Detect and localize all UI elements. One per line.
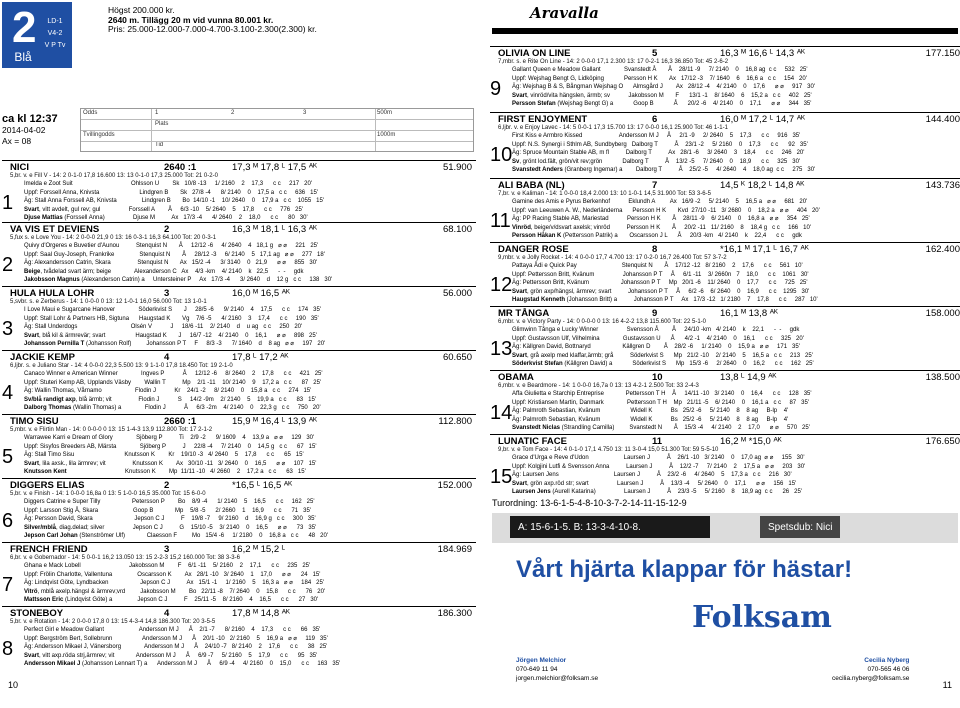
horse-entry [490,436,960,498]
history-row: Äg: Stall Underdogs Olsén V J 18/6 -11 2/ 2140 d u ag c c 250 20' [24,324,303,331]
divider [2,478,476,479]
history-row: Äg: Wallin Thomas, Vårnamo Flodin J Kr 24/1 -2 8/ 2140 0 15,8 a c c 274 15' [24,388,312,395]
divider [2,222,476,223]
horse-stats: 5,br. v. e Rotation - 14: 2 0-0-0 17,8 0 13: 15 4-3-4 14,8 186.300 Tot: 20 3-5-5 [10,619,216,625]
spetsdub: Spetsdub: Nici [760,516,840,538]
horse-records: *16,5 ᴸ 16,5 ᴬᴷ [232,480,293,491]
divider [2,414,476,415]
horse-earnings: 186.300 [437,608,472,619]
horse-name: DANGER ROSE [498,244,569,255]
history-row: Uppf: Wejshag Bengt G, Lidköping Persson H K Ax 17/12 -3 7/ 1640 6 16,6 a c c 154 20' [512,75,807,82]
horse-entry [490,114,960,176]
post-number: 6 [2,510,14,532]
history-row: Uppf: N.S. Synergi i Sthlm AB, Sundbyberg Dalborg T Å 23/1 -2 5/ 2160 0 17,3 c c 92 35' [512,141,808,148]
horse-entry [2,480,476,542]
divider [490,112,960,113]
horse-name: VA VIS ET DEVIENS [10,224,100,235]
horse-distance: 5 [652,48,658,59]
post-number: 1 [2,192,14,214]
horse-earnings: 162.400 [925,244,960,255]
plats-label: Plats [155,121,169,127]
post-number: 11 [490,210,511,232]
history-row: I Love Maui e Sugarcane Hanover Söderkvist S J 28/5 -6 9/ 2140 4 17,5 c c 174 35' [24,307,321,313]
history-row: Äg: Stall Anna Forssell AB, Knivsta Lindgren B Bo 14/10 -1 10/ 2640 0 17,9 a c c 1055 15' [24,198,324,205]
contact-2 [832,656,909,683]
horse-stats: 6,ljbr. s. e Juliano Star - 14: 4 0-0-0 22,3 5.500 13: 9 1-1-0 17,8 18.450 Tot: 19 2-1-0 [10,363,233,369]
history-row: Uppf: Sisyfos Breeders AB, Märsta Sjöberg P J 22/8 -4 7/ 2140 0 14,5 g c c 67 15' [24,443,317,450]
history-row: Perfect Girl e Meadow Gallant Andersson M J Å 2/1 -7 8/ 2160 4 17,3 c c 66 35' [24,627,321,633]
history-row: Uppf: Kolgjini Lutfi & Svensson Anna Laursen J Å 12/2 -7 7/ 2140 2 17,5 a ⌀ ⌀ 203 30' [512,463,806,470]
history-row: Diggers Catrine e Super Tilly Petersson P Bo 8/9 -4 1/ 2140 5 16,5 c c 162 25' [24,499,315,505]
horse-distance: 3 [164,288,170,299]
horse-history [24,370,323,413]
race-header [108,6,317,35]
horse-distance: 3 [164,544,170,555]
horse-stats: 9,mbr. v. e Jolly Rocket - 14: 4 0-0-0 17,7 4.700 13: 17 0-2-0 16,7 26.400 Tot: 57 3-7-2 [498,255,727,261]
horse-entry [490,244,960,306]
horse-name: OBAMA [498,372,534,383]
horse-records: 16,2 ᴹ 15,2 ᴸ [232,544,286,555]
horse-distance: 7 [652,180,658,191]
horse-earnings: 112.800 [438,416,472,427]
race-clock: ca kl 12:37 [2,113,58,125]
contact-name: Cecilia Nyberg [864,657,910,664]
horse-records: 16,2 ᴹ *15,0 ᴬᴷ [720,436,782,447]
history-row: Svart, vitt avdelt, gul rev; gul Forssell A Å 6/3 -10 5/ 2640 5 17,8 c c 776 25' [24,206,303,213]
history-row: Imelda e Zoot Suit Ohlsson U Sk 10/8 -13 1/ 2160 2 17,3 c c 217 20' [24,181,312,187]
header-line: 2640 m. Tillägg 20 m vid vunna 80.001 kr. [108,14,274,25]
race-ax: Ax = 08 [2,136,32,146]
code-3: V P Tv [44,42,66,49]
horse-history [24,242,332,285]
m500: 500m [377,110,393,116]
horse-entry [490,372,960,434]
col-1: 1 [155,110,159,116]
horse-entry [2,352,476,414]
horse-name: FIRST ENJOYMENT [498,114,588,125]
horse-records: 13,8 ᴸ 14,9 ᴬᴷ [720,372,777,383]
header-line: Pris: 25.000-12.000-7.000-4.700-3.100-2.300(2.300) kr. [108,24,317,34]
top-rule [492,28,958,34]
contact-1 [516,656,598,683]
divider [2,350,476,351]
history-row: Mattsson Eric (Lindqvist Göte) a Jepson C J F 25/11 -5 8/ 2160 4 16,5 c c 27 30' [24,597,319,604]
horse-name: HULA HULA LOHR [10,288,95,299]
history-row: Svart, grå axelp med klaffar,ärmb; grå Söderkvist S Mp 21/2 -10 2/ 2140 5 16,5 a c c 213 25' [512,352,813,359]
horse-entry [2,224,476,286]
horse-history [512,198,820,241]
race-codes [41,16,69,52]
horse-name: NICI [10,162,29,173]
post-number: 4 [2,382,14,404]
history-row: Gamine des Amis e Pyrus Berkenhof Eklundh A Ax 16/9 -2 5/ 2140 5 16,5 a ⌀ ⌀ 681 20' [512,199,808,205]
history-row: Äg: Stall Timo Sisu Knutsson K Kr 19/10 -3 4/ 2640 5 17,8 c c 65 15' [24,452,304,459]
history-row: Glimwinn Tånga e Lucky Winner Svensson Å Å 24/10 -km 4/ 2140 k 22,1 - - gdk [512,327,800,333]
post-number: 10 [490,144,513,166]
history-row: Svart, lila axsk., lila ärmrev; vit Knutsson K Ax 30/10 -11 3/ 2640 0 16,5 ⌀ ⌀ 107 15' [24,460,317,467]
horse-stats: 7,mbr. s. e Rite On Line - 14: 2 0-0-0 17,1 2.300 13: 17 0-2-1 16,3 36.850 Tot: 45 2-6-2 [498,59,729,65]
divider [490,46,960,47]
horse-earnings: 177.150 [925,48,960,59]
horse-entry [2,162,476,224]
horse-records: 17,8 ᴹ 14,8 ᴬᴷ [232,608,291,619]
horse-history [24,626,340,669]
history-row: Uppf: Frölin Charlotte, Vallentuna Oscarsson K Ax 28/1 -10 3/ 2640 1 17,0 ⌀ ⌀ 24 15' [24,571,321,578]
horse-name: LUNATIC FACE [498,436,567,447]
history-row: Äg: Laursen Jens Laursen J Å 23/2 -6 4/ 2640 5 17,3 a c c 216 30' [512,472,792,479]
history-row: Äg: Källgren David, Bottnaryd Källgren D Å 28/2 -6 1/ 2140 0 15,9 a ⌀ ⌀ 171 35' [512,344,800,351]
code-2: V4-2 [47,30,63,37]
post-number: 8 [2,638,14,660]
post-number: 12 [490,274,513,296]
horse-name: FRENCH FRIEND [10,544,88,555]
post-number: 13 [490,338,513,360]
ad-brand: Folksam [692,600,832,635]
history-row: Silver/mblå, diag.delad; silver Jepson C J G 15/10 -5 3/ 2140 0 16,5 ⌀ ⌀ 73 35' [24,524,317,531]
history-row: Pattaya Ådi e Quick Pay Stenquist N Å 17/12 -12 8/ 2160 2 17,6 c c 561 10' [512,263,803,269]
history-row: Dalborg Thomas (Wallin Thomas) a Flodin J Å 6/3 -2m 4/ 2140 0 22,3 g c c 750 20' [24,405,321,412]
history-row: Grace d'Urga e Reve d'Udon Laursen J Å 26/1 -10 3/ 2140 0 17,0 ag ⌀ ⌀ 155 30' [512,455,805,461]
ad-headline: Vårt hjärta klappar för hästar! [516,556,853,583]
abc-tips: A: 15-6-1-5. B: 13-3-4-10-8. [510,516,710,538]
history-row: Ghana e Mack Lobell Jakobsson M F 6/1 -11 5/ 2160 2 17,1 c c 235 25' [24,563,311,569]
race-date: 2014-04-02 [2,125,46,135]
horse-distance: 8 [652,244,658,255]
divider [490,306,960,307]
horse-stats: 9,br. v. e Tom Face - 14: 4 0-1-0 17,1 4.750 13: 11 3-0-4 15,0 51.300 Tot: 59 5-5-10 [498,447,719,453]
horse-stats: 6,ljbr. v. e Enjoy Lavec - 14: 5 0-0-1 17,3 15.700 13: 17 0-0-0 16,1 25.900 Tot: 46 1-1-1 [498,125,728,131]
horse-name: STONEBOY [10,608,64,619]
post-number: 14 [490,402,513,424]
history-row: Svart, vinröd/vita hängslen, ärmb; sv Jakobsson M F 13/1 -1 8/ 1640 6 15,2 a c c 402 25' [512,92,812,99]
horse-history [24,434,317,477]
tvilling-label: Tvillingodds [83,132,115,138]
horse-distance: 10 [652,372,663,383]
history-row: Warrawee Karri e Dream of Glory Sjöberg P Ti 2/9 -2 9/ 1609 4 13,9 a ⌀ ⌀ 129 30' [24,435,315,441]
horse-distance: 4 [164,608,170,619]
race-color: Blå [14,50,32,64]
horse-records: *16,1 ᴹ 17,1 ᴸ 16,7 ᴬᴷ [720,244,809,255]
history-row: Uppf: van Leeuwen A. W., Nederländerna Persson H K Kvd 27/10 -11 3/ 2680 0 18,2 a ⌀ ⌀ 404 20' [512,207,820,214]
divider [2,542,476,543]
post-number: 5 [2,446,14,468]
m1000: 1000m [377,132,396,138]
history-row: Persson Stefan (Wejshag Bengt G) a Goop B Å 20/2 -6 4/ 2140 0 17,1 ⌀ ⌀ 344 35' [512,101,812,108]
history-row: Äg: Pettersson Britt, Kvänum Johansson P T Mp 20/1 -6 11/ 2640 0 17,7 c c 725 25' [512,280,808,287]
horse-name: DIGGERS ELIAS [10,480,85,491]
horse-distance: 11 [652,436,663,447]
horse-history [24,562,325,605]
post-number: 2 [2,254,14,276]
horse-name: ALI BABA (NL) [498,180,565,191]
history-row: Äg: Palmroth Sebastian, Kvänum Widell K Bs 25/2 -6 5/ 2140 8 8 ag B-lp 4' [512,416,789,423]
header-line: Högst 200.000 kr. [108,5,175,15]
post-number: 3 [2,318,14,340]
history-row: Djuse Mattias (Forssell Anna) Djuse M Ax 17/3 -4 4/ 2640 2 18,0 c c 80 30' [24,215,308,222]
horse-earnings: 152.000 [437,480,472,491]
history-row: Äg: Spruce Mountain Stable AB, m fl Dalborg T Ax 28/1 -6 3/ 2640 3 18,4 c c 246 20' [512,150,805,157]
horse-records: 17,3 ᴹ 17,8 ᴸ 17,5 ᴬᴷ [232,162,318,173]
divider [490,242,960,243]
post-number: 15 [490,466,513,488]
horse-name: TIMO SISU [10,416,59,427]
history-row: Affa Giulietta e Starchip Entreprise Pettersson T H Å 14/11 -10 3/ 2140 0 16,4 c c 128 35' [512,391,812,397]
history-row: Quivy d'Orgeres e Buvetier d'Aunou Stenquist N Å 12/12 -6 4/ 2640 4 18,1 g ⌀ ⌀ 221 25' [24,243,319,249]
history-row: Vitrö, mblå axelp.hängsl & ärmrev;vrd Jakobsson M Bo 22/11 -8 7/ 2640 0 15,8 c c 76 20' [24,588,326,595]
horse-history [24,306,325,349]
history-row: First Kiss e Armbro Kissed Andersson M J Å 2/1 -9 2/ 2640 5 17,3 c c 916 35' [512,133,801,139]
history-row: Sv, grönt lod.fält, grön/vit rev;grön Dalborg T Å 13/2 -5 7/ 2640 0 18,9 c c 325 30' [512,158,801,165]
odds-table [80,108,474,152]
col-2: 2 [231,110,235,116]
horse-history [24,498,328,541]
horse-earnings: 158.000 [925,308,960,319]
horse-history [24,180,324,223]
horse-history [512,66,815,109]
odds-label: Odds [83,110,98,116]
horse-history [512,262,818,305]
contact-email[interactable]: cecilia.nyberg@folksam.se [832,675,910,682]
history-row: Uppf: Forssell Anna, Knivsta Lindgren B Sk 27/8 -4 8/ 2140 0 17,5 a c c 636 15' [24,189,318,196]
horse-records: 15,9 ᴹ 16,4 ᴸ 13,9 ᴬᴷ [232,416,318,427]
divider [2,286,476,287]
history-row: Johansson Pernilla T (Johansson Rolf) Johansson P T F 8/3 -3 7/ 1640 d 8 ag ⌀ ⌀ 197 20' [24,341,326,348]
history-row: Svart, grön axp.röd str; svart Laursen J Å 13/3 -4 5/ 2640 0 17,1 ⌀ ⌀ 156 15' [512,480,797,487]
horse-earnings: 68.100 [442,224,472,235]
divider [490,434,960,435]
race-time-block [2,114,58,147]
horse-distance: 2 [164,480,170,491]
history-row: Beige, tvådelad svart ärm; beige Alexanderson C Ax 4/3 -km 4/ 2140 k 22,5 - - gdk [24,268,304,275]
contact-phone: 070-565 46 06 [867,666,910,673]
horse-history [512,132,815,175]
history-row: Uppf: Stall Lohr & Partners HB, Sigtuna Haugstad K Vg 7/6 -5 4/ 2160 3 17,4 c c 190 35' [24,315,319,322]
history-row: Söderkvist Stefan (Källgren David) a Söderkvist S Mp 15/3 -6 2/ 2640 0 16,2 c c 162 25' [512,361,814,368]
history-row: Äg: PP Racing Stable AB, Mariestad Persson H K Å 28/11 -9 6/ 2140 0 16,8 a ⌀ ⌀ 354 25' [512,216,810,223]
contact-name: Jörgen Melchior [516,657,567,664]
history-row: Svart, grön axp/hängsl, ärmrev; svart Johansson P T Å 6/2 -6 6/ 2640 0 16,9 c c 1295 30' [512,288,810,295]
horse-records: 16,1 ᴹ 13,8 ᴬᴷ [720,308,779,319]
history-row: Svanstedt Niclas (Strandling Camilla) Svanstedt N Å 15/3 -4 4/ 2140 2 17,0 ⌀ ⌀ 570 25' [512,425,810,432]
horse-records: 17,8 ᴸ 17,2 ᴬᴷ [232,352,289,363]
divider [490,370,960,371]
history-row: Äg: Andersson Mikael J, Vänersborg Andersson M J Å 24/10 -7 8/ 2140 2 17,6 c c 38 25' [24,644,328,651]
history-row: Äg: Alexandersson Catrin, Skara Stenquist N Ax 15/2 -4 3/ 3140 0 21,9 ⌀ ⌀ 855 30' [24,260,318,267]
col-3: 3 [303,110,307,116]
horse-records: 14,5 ᴷ 18,2 ᴸ 14,8 ᴬᴷ [720,180,805,191]
horse-earnings: 60.650 [442,352,472,363]
horse-earnings: 143.736 [925,180,960,191]
history-row: Svanstedt Anders (Granberg Ingemar) a Dalborg T Å 25/2 -5 4/ 2640 4 18,0 ag c c 275 30' [512,167,816,174]
history-row: Uppf: Saal Guy-Joseph, Frankrike Stenquist N Å 28/12 -3 6/ 2140 5 17,1 ag ⌀ ⌀ 277 18' [24,251,325,258]
horse-stats: 5,br. v. e Fill V - 14: 2 0-1-0 17,8 16.600 13: 13 0-1-0 17,3 25.000 Tot: 21 0-2-0 [10,173,218,179]
horse-history [512,390,812,433]
horse-records: 16,3 ᴹ 18,1 ᴸ 16,3 ᴬᴷ [232,224,318,235]
history-row: Äg: Persson David, Skara Jepson C J F 19/8 -7 9/ 2160 d 16,9 g c c 300 35' [24,516,316,523]
horse-earnings: 51.900 [442,162,472,173]
history-row: Haugstad Kenneth (Johansson Britt) a Johansson P T Ax 17/3 -12 1/ 2180 7 17,8 c c 287 10' [512,297,818,304]
post-number: 9 [490,78,502,100]
history-row: Vinröd, beige/v/dsvart axelsk; vinröd Persson H K Å 20/2 -11 11/ 2160 8 18,4 g c c 166 10' [512,224,811,231]
horse-earnings: 56.000 [442,288,472,299]
history-row: Laursen Jens (Aurell Katarina) Laursen J Å 23/3 -5 5/ 2160 8 18,9 ag c c 26 25' [512,489,802,496]
horse-records: 16,3 ᴹ 16,6 ᴸ 14,3 ᴬᴷ [720,48,806,59]
horse-entry [490,48,960,110]
divider [2,160,476,161]
turordning: Turordning: 13-6-1-5-4-8-10-3-7-2-14-11-15-12-9 [492,498,687,508]
horse-entry [490,180,960,242]
history-row: Uppf: Larsson Stig Å, Skara Goop B Mp 5/8 -5 2/ 2660 1 16,9 c c 71 35' [24,507,311,514]
tid-label: Tid [155,142,164,148]
race-number: 2 [12,3,37,52]
horse-name: OLIVIA ON LINE [498,48,571,59]
history-row: Äg: Lindqvist Göte, Lyndbacken Jepson C J Ax 15/1 -1 1/ 2160 5 16,3 a ⌀ ⌀ 184 25' [24,580,324,587]
history-row: Jepson Carl Johan (Stenströmer Ulf) Claesson F Mo 15/4 -6 1/ 2180 0 16,8 a c c 48 20' [24,533,328,540]
divider [490,178,960,179]
horse-entry [2,288,476,350]
horse-stats: 5,svbr. s. e Zerberus - 14: 1 0-0-0 0 13: 12 1-0-1 16,0 56.000 Tot: 13 1-0-1 [10,299,207,305]
history-row: Uppf: Bergström Bert, Sollebrunn Andersson M J Å 20/1 -10 2/ 2160 5 16,9 a ⌀ ⌀ 119 35' [24,635,328,642]
horse-earnings: 138.500 [925,372,960,383]
horse-records: 16,0 ᴹ 17,2 ᴸ 14,7 ᴬᴷ [720,114,806,125]
folksam-ad [492,546,958,696]
horse-distance: 6 [652,114,658,125]
history-row: Svart, vitt axp.röda strj,ärmrev; vit Andersson M J Å 6/9 -7 5/ 2160 5 17,9 c c 95 35' [24,652,318,659]
horse-entry [2,608,476,670]
page-number-left: 10 [8,680,19,690]
history-row: Knutsson Kent Knutsson K Mp 11/11 -10 4/ 2660 2 17,2 a c c 63 15' [24,469,306,476]
horse-name: MR TÅNGA [498,308,550,319]
history-row: Äg: Palmroth Sebastian, Kvänum Widell K Bs 25/2 -6 5/ 2140 8 8 ag B-lp 4' [512,408,789,415]
horse-entry [2,416,476,478]
race-number-box [2,2,72,68]
horse-entry [490,308,960,370]
horse-distance: 2640 :1 [164,162,197,173]
history-row: Sv/blå randigt axp, blå ärmb; vit Flodin J S 14/2 -9m 2/ 2140 5 19,9 a c c 83 15' [24,396,316,403]
horse-stats: 5,fux s. e Love You - 14: 2 0-0-0 21,9 0 13: 16 0-3-1 16,3 64.100 Tot: 20 0-3-1 [10,235,217,241]
horse-stats: 6,br. v. e Gobernador - 14: 5 0-0-1 16,2 13.050 13: 15 2-2-3 15,2 160.000 Tot: 38 3-3-6 [10,555,240,561]
horse-stats: 5,br. v. e Finish - 14: 1 0-0-0 16,8a 0 13: 5 1-0-0 16,5 35.000 Tot: 15 6-0-0 [10,491,206,497]
contact-phone: 070-649 11 94 [516,666,558,673]
logo: Aravalla [530,4,599,22]
horse-records: 16,0 ᴹ 16,5 ᴬᴷ [232,288,291,299]
contact-email[interactable]: jorgen.melchior@folksam.se [516,675,599,682]
history-row: Uppf: Stuteri Kemp AB, Upplands Väsby Wallin T Mp 2/1 -11 10/ 2140 9 17,2 a c c 87 25' [24,379,322,386]
divider [2,606,476,607]
code-1: LD-1 [47,18,63,25]
history-row: Jakobsson Magnus (Alexanderson Catrin) a Untersteiner P Ax 17/3 -4 3/ 2640 d 12 g c c 138 30' [24,277,333,284]
horse-earnings: 184.969 [437,544,472,555]
horse-stats: 6,mbr. v. e Beardmore - 14: 1 0-0-0 16,7a 0 13: 13 4-2-1 2.500 Tot: 33 2-4-3 [498,383,699,389]
history-row: Äg: Wejshag B & S, Bångman Wejshag O Almsgård J Ax 28/12 -4 4/ 2140 0 17,6 ⌀ ⌀ 917 30' [512,84,815,91]
history-row: Gallant Queen e Meadow Gallant Svanstedt Å Å 28/11 -9 7/ 2140 0 16,8 ag c c 532 25' [512,67,808,73]
horse-entry [2,544,476,606]
horse-stats: 5,mbr. v. e Flirtin Man - 14: 0 0-0-0 0 13: 15 1-4-3 13,9 112.800 Tot: 17 2-1-2 [10,427,213,433]
horse-history [512,454,805,497]
history-row: Uppf: Gustavsson Ulf, Vilhelmina Gustavsson U Å 4/2 -1 4/ 2140 0 16,1 c c 325 20' [512,335,804,342]
post-number: 7 [2,574,14,596]
horse-stats: 7,br. v. e Kaliman - 14: 1 0-0-0 18,4 2.000 13: 10 1-0-1 14,5 31.900 Tot: 53 3-6-5 [498,191,711,197]
horse-distance: 2660 :1 [164,416,197,427]
history-row: Uppf: Pettersson Britt, Kvänum Johansson P T Å 6/1 -11 3/ 2660n 7 18,0 c c 1061 30' [512,271,809,278]
page-number-right: 11 [942,680,952,690]
horse-distance: 9 [652,308,658,319]
history-row: Andersson Mikael J (Johansson Lennart T) a Andersson M J Å 6/9 -4 4/ 2160 0 15,0 c c 163 35' [24,661,341,668]
horse-name: JACKIE KEMP [10,352,75,363]
horse-earnings: 144.400 [925,114,960,125]
horse-distance: 4 [164,352,170,363]
history-row: Persson Håkan K (Pettersson Patrik) a Oscarsson J L Å 20/3 -km 4/ 2140 k 22,4 c c gdk [512,233,802,240]
history-row: Canaco Winner e American Winner Ingves P Å 12/12 -6 8/ 2640 2 17,8 c c 421 25' [24,371,323,377]
history-row: Svart, blå kil & ärmrevär; svart Haugstad K J 16/7 -12 4/ 2140 0 16,1 ⌀ ⌀ 898 25' [24,332,317,339]
horse-history [512,326,814,369]
horse-earnings: 176.650 [925,436,960,447]
history-row: Uppf: Kristiansen Martin, Danmark Pettersson T H Mp 21/11 -5 6/ 2140 0 16,1 a c c 87 35' [512,399,809,406]
horse-distance: 2 [164,224,170,235]
horse-stats: 6,mbr. v. e Victory Party - 14: 0 0-0-0 0 13: 16 4-2-2 13,8 115.600 Tot: 22 5-1-0 [498,319,707,325]
